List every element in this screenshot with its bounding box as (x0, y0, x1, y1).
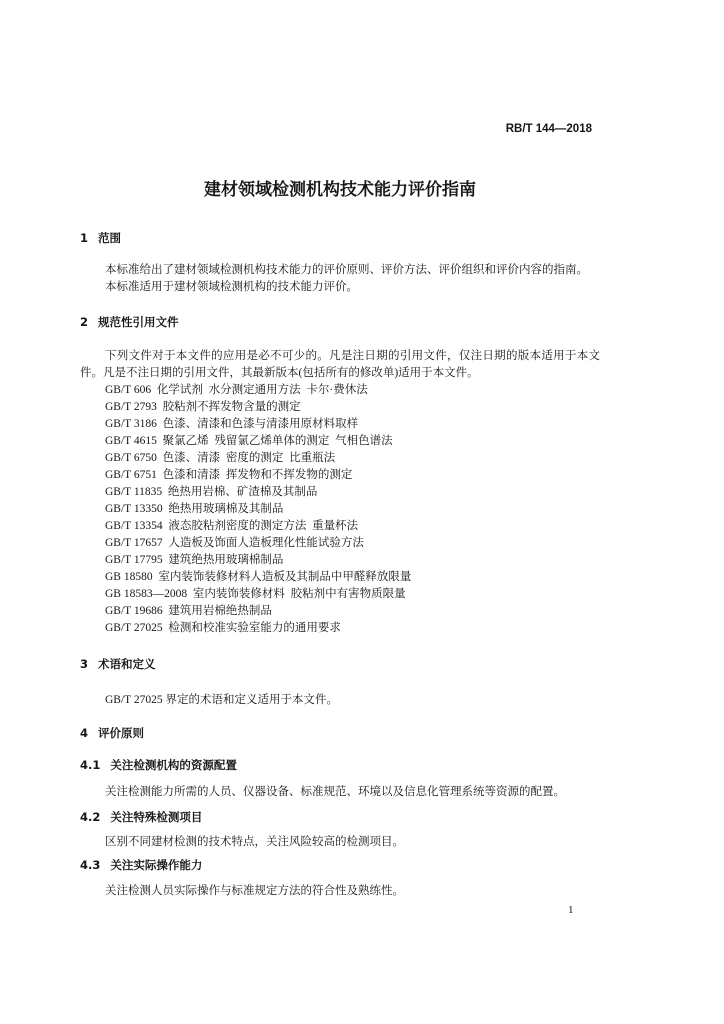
paragraph: 本标准适用于建材领域检测机构的技术能力评价。 (105, 281, 358, 293)
paragraph: 区别不同建材检测的技术特点，关注风险较高的检测项目。 (105, 836, 404, 848)
section-number: 4 (80, 726, 89, 740)
paragraph: 关注检测能力所需的人员、仪器设备、标准规范、环境以及信息化管理系统等资源的配置。 (105, 786, 565, 798)
document-title: 建材领域检测机构技术能力评价指南 (204, 180, 476, 200)
section-title: 术语和定义 (98, 657, 156, 671)
paragraph: GB/T 27025 界定的术语和定义适用于本文件。 (105, 694, 338, 706)
reference-item: GB 18580 室内装饰装修材料人造板及其制品中甲醛释放限量 (105, 571, 412, 583)
section-heading-evaluation-principles (80, 725, 600, 742)
paragraph: 下列文件对于本文件的应用是必不可少的。凡是注日期的引用文件，仅注日期的版本适用于本文件。凡是不注日期的引用文件，其最新版本(包括所有的修改单)适用于本文件。 (80, 350, 600, 379)
reference-item: GB/T 6751 色漆和清漆 挥发物和不挥发物的测定 (105, 469, 353, 481)
subsection-heading-special-items (80, 809, 600, 826)
section-title: 范围 (98, 231, 122, 245)
reference-item: GB/T 13350 绝热用玻璃棉及其制品 (105, 503, 284, 515)
reference-item: GB 18583—2008 室内装饰装修材料 胶粘剂中有害物质限量 (105, 588, 406, 600)
reference-item: GB/T 2793 胶粘剂不挥发物含量的测定 (105, 401, 301, 413)
reference-item: GB/T 27025 检测和校准实验室能力的通用要求 (105, 622, 341, 634)
reference-item: GB/T 606 化学试剂 水分测定通用方法 卡尔·费休法 (105, 384, 368, 396)
reference-item: GB/T 3186 色漆、清漆和色漆与清漆用原材料取样 (105, 418, 359, 430)
reference-item: GB/T 17795 建筑绝热用玻璃棉制品 (105, 554, 284, 566)
subsection-title: 关注实际操作能力 (110, 858, 203, 872)
subsection-title: 关注特殊检测项目 (110, 810, 203, 824)
subsection-number: 4.2 (80, 810, 101, 824)
section-number: 2 (80, 315, 89, 329)
section-heading-normative-references (80, 314, 600, 331)
section-heading-scope (80, 230, 600, 247)
paragraph: 关注检测人员实际操作与标准规定方法的符合性及熟练性。 (105, 885, 404, 897)
subsection-heading-resources (80, 757, 600, 774)
section-heading-terms (80, 656, 600, 673)
standard-code-header: RB/T 144—2018 (505, 123, 592, 135)
section-title: 规范性引用文件 (98, 315, 179, 329)
subsection-number: 4.1 (80, 758, 101, 772)
subsection-heading-practical-ability (80, 857, 600, 874)
reference-item: GB/T 11835 绝热用岩棉、矿渣棉及其制品 (105, 486, 318, 498)
page-number: 1 (568, 904, 574, 916)
paragraph: 本标准给出了建材领域检测机构技术能力的评价原则、评价方法、评价组织和评价内容的指南。 (105, 264, 588, 276)
section-number: 3 (80, 657, 89, 671)
reference-item: GB/T 4615 聚氯乙烯 残留氯乙烯单体的测定 气相色谱法 (105, 435, 393, 447)
reference-item: GB/T 13354 液态胶粘剂密度的测定方法 重量杯法 (105, 520, 359, 532)
section-number: 1 (80, 231, 89, 245)
reference-list (80, 382, 600, 637)
subsection-title: 关注检测机构的资源配置 (110, 758, 237, 772)
reference-item: GB/T 19686 建筑用岩棉绝热制品 (105, 605, 272, 617)
section-title: 评价原则 (98, 726, 145, 740)
subsection-number: 4.3 (80, 858, 101, 872)
reference-item: GB/T 6750 色漆、清漆 密度的测定 比重瓶法 (105, 452, 336, 464)
reference-item: GB/T 17657 人造板及饰面人造板理化性能试验方法 (105, 537, 364, 549)
document-page (80, 0, 600, 900)
